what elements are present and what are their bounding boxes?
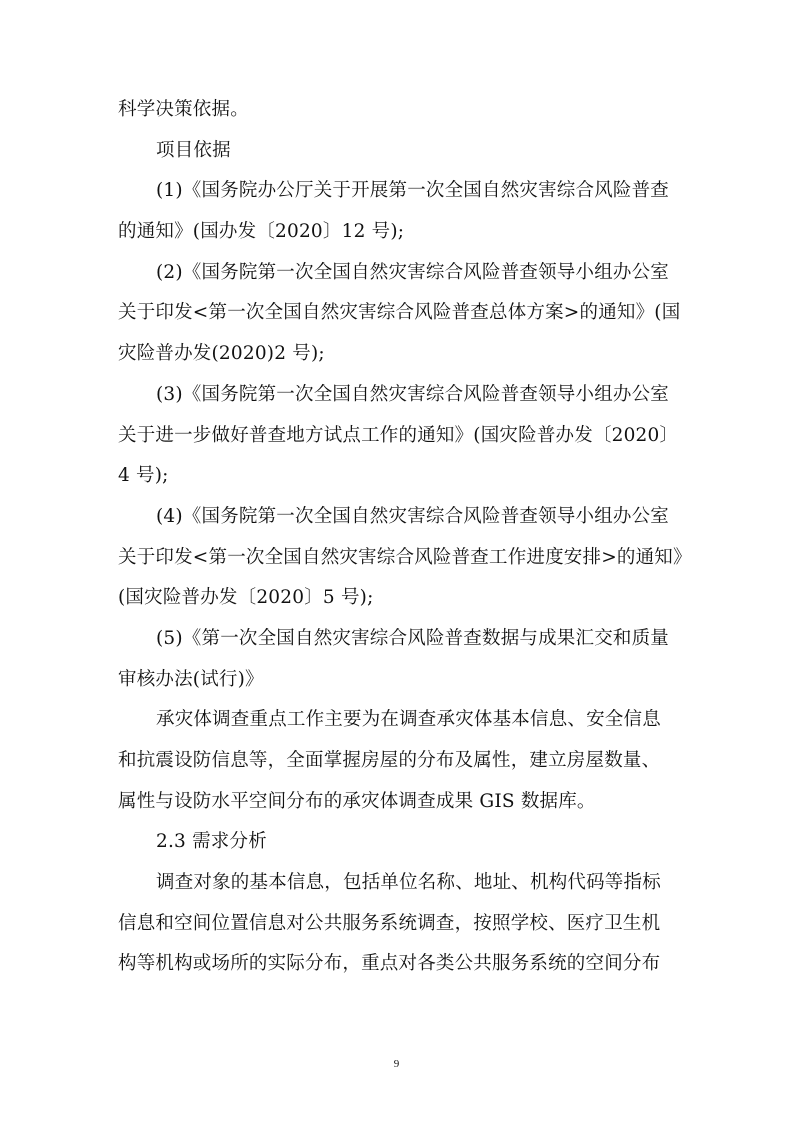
paragraph-start: 调查对象的基本信息，包括单位名称、地址、机构代码等指标	[156, 872, 661, 894]
text-line: 构等机构或场所的实际分布，重点对各类公共服务系统的空间分布	[118, 953, 661, 975]
reference-item-1: (1)《国务院办公厅关于开展第一次全国自然灾害综合风险普查	[156, 180, 670, 202]
text-line: 科学决策依据。	[118, 99, 249, 120]
text-line: 关于印发<第一次全国自然灾害综合风险普查工作进度安排>的通知》	[118, 546, 692, 568]
reference-item-3: (3)《国务院第一次全国自然灾害综合风险普查领导小组办公室	[156, 383, 670, 405]
text-line: 4 号);	[118, 465, 169, 487]
text-line: 和抗震设防信息等，全面掌握房屋的分布及属性，建立房屋数量、	[118, 750, 661, 771]
text-line: 关于印发<第一次全国自然灾害综合风险普查总体方案>的通知》(国	[118, 302, 681, 324]
text-line: 的通知》(国办发〔2020〕12 号);	[118, 221, 405, 243]
text-line: 信息和空间位置信息对公共服务系统调查，按照学校、医疗卫生机	[118, 912, 661, 934]
section-heading-2-3: 2.3 需求分析	[156, 831, 267, 853]
reference-item-2: (2)《国务院第一次全国自然灾害综合风险普查领导小组办公室	[156, 261, 670, 283]
reference-item-5: (5)《第一次全国自然灾害综合风险普查数据与成果汇交和质量	[156, 627, 670, 649]
page-number: 9	[393, 1058, 400, 1070]
reference-item-4: (4)《国务院第一次全国自然灾害综合风险普查领导小组办公室	[156, 505, 670, 527]
text-line: 灾险普办发(2020)2 号);	[118, 343, 325, 365]
paragraph-start: 承灾体调查重点工作主要为在调查承灾体基本信息、安全信息	[156, 709, 661, 731]
body-text	[118, 90, 692, 985]
section-heading: 项目依据	[156, 139, 231, 161]
text-line: 属性与设防水平空间分布的承灾体调查成果 GIS 数据库。	[118, 790, 596, 812]
text-line: (国灾险普办发〔2020〕5 号);	[118, 587, 374, 609]
text-line: 审核办法(试行)》	[118, 668, 264, 690]
text-line: 关于进一步做好普查地方试点工作的通知》(国灾险普办发〔2020〕	[118, 424, 679, 446]
